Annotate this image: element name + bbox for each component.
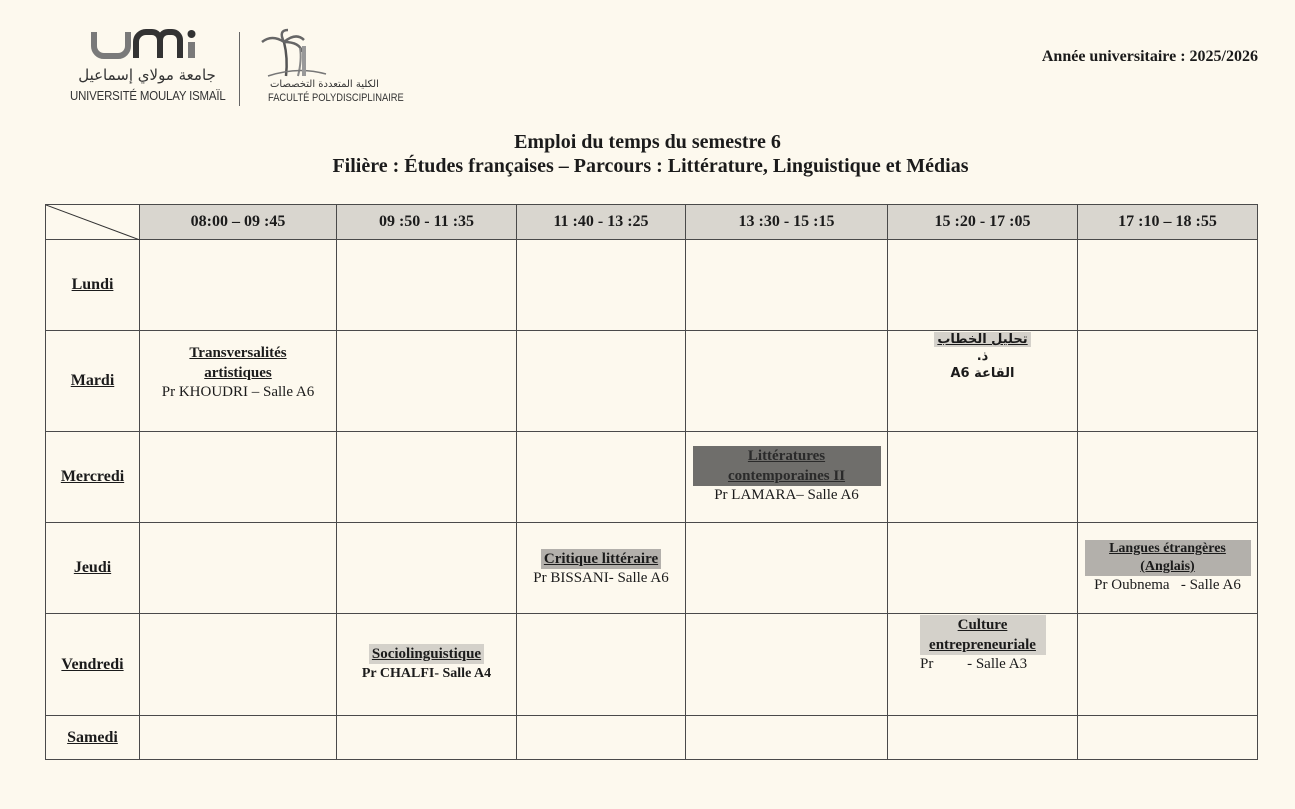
fp-logo-arabic: الكلية المتعددة التخصصات	[270, 79, 379, 90]
empty-cell	[337, 432, 517, 523]
session-cell	[337, 614, 517, 716]
empty-cell	[888, 716, 1078, 760]
course-professor: Pr Oubnema - Salle A6	[1094, 577, 1241, 593]
empty-cell	[140, 432, 337, 523]
day-label: Samedi	[46, 716, 140, 760]
empty-cell	[686, 240, 888, 331]
corner-cell	[46, 205, 140, 240]
empty-cell	[337, 716, 517, 760]
table-row	[46, 331, 1258, 432]
empty-cell	[1078, 240, 1258, 331]
course-title: Littératures contemporaines II	[693, 446, 881, 486]
timetable-header-row	[46, 205, 1258, 240]
course-professor: Pr - Salle A3	[920, 656, 1028, 672]
session-cell	[888, 331, 1078, 432]
table-row	[46, 240, 1258, 331]
day-label: Vendredi	[46, 614, 140, 716]
course-room: القاعة A6	[950, 366, 1015, 381]
empty-cell	[686, 331, 888, 432]
table-row	[46, 432, 1258, 523]
slot-header: 13 :30 - 15 :15	[686, 205, 888, 240]
empty-cell	[140, 240, 337, 331]
slot-header: 15 :20 - 17 :05	[888, 205, 1078, 240]
umi-logo-arabic: جامعة مولاي إسماعيل	[78, 66, 216, 84]
course-professor: Pr KHOUDRI – Salle A6	[161, 384, 315, 400]
empty-cell	[517, 614, 686, 716]
empty-cell	[140, 523, 337, 614]
empty-cell	[337, 523, 517, 614]
empty-cell	[1078, 331, 1258, 432]
table-row	[46, 614, 1258, 716]
course-professor: Pr BISSANI- Salle A6	[533, 570, 669, 586]
empty-cell	[140, 716, 337, 760]
slot-header: 09 :50 - 11 :35	[337, 205, 517, 240]
empty-cell	[888, 432, 1078, 523]
empty-cell	[1078, 716, 1258, 760]
empty-cell	[888, 523, 1078, 614]
slot-header: 11 :40 - 13 :25	[517, 205, 686, 240]
empty-cell	[517, 432, 686, 523]
timetable	[45, 204, 1258, 760]
palm-tree-logo-icon	[258, 28, 328, 80]
umi-logo	[70, 28, 230, 110]
academic-year: Année universitaire : 2025/2026	[1041, 48, 1258, 65]
table-row	[46, 523, 1258, 614]
schedule-subtitle: Filière : Études françaises – Parcours : Littérature, Linguistique et Médias	[332, 155, 969, 177]
empty-cell	[686, 716, 888, 760]
schedule-title: Emploi du temps du semestre 6	[514, 131, 781, 153]
day-label: Mardi	[46, 331, 140, 432]
course-title: تحليل الخطاب	[888, 331, 1077, 348]
course-title: Langues étrangères (Anglais)	[1085, 540, 1251, 576]
day-label: Mercredi	[46, 432, 140, 523]
empty-cell	[888, 240, 1078, 331]
session-cell	[686, 432, 888, 523]
slot-header: 08:00 – 09 :45	[140, 205, 337, 240]
table-row	[46, 716, 1258, 760]
course-professor: Pr LAMARA– Salle A6	[714, 487, 859, 503]
empty-cell	[686, 614, 888, 716]
day-label: Lundi	[46, 240, 140, 331]
day-label: Jeudi	[46, 523, 140, 614]
empty-cell	[337, 240, 517, 331]
session-cell	[888, 614, 1078, 716]
empty-cell	[140, 614, 337, 716]
session-cell	[140, 331, 337, 432]
session-cell	[1078, 523, 1258, 614]
course-title: Culture entrepreneuriale	[920, 615, 1046, 655]
course-title: Transversalités artistiques	[189, 345, 287, 381]
course-professor: ذ.	[976, 349, 989, 364]
course-title: Critique littéraire	[541, 549, 661, 569]
fp-logo-french: FACULTÉ POLYDISCIPLINAIRE	[268, 92, 404, 104]
empty-cell	[1078, 432, 1258, 523]
fp-logo	[258, 28, 404, 110]
course-title: Sociolinguistique	[369, 644, 484, 664]
empty-cell	[337, 331, 517, 432]
empty-cell	[517, 240, 686, 331]
slot-header: 17 :10 – 18 :55	[1078, 205, 1258, 240]
umi-logo-mark-icon	[90, 28, 208, 62]
empty-cell	[686, 523, 888, 614]
course-professor: Pr CHALFI- Salle A4	[361, 666, 492, 681]
diagonal-divider	[46, 205, 140, 240]
empty-cell	[517, 331, 686, 432]
empty-cell	[1078, 614, 1258, 716]
empty-cell	[517, 716, 686, 760]
umi-logo-french: UNIVERSITÉ MOULAY ISMAÏL	[70, 88, 226, 103]
logo-divider	[239, 32, 240, 106]
session-cell	[517, 523, 686, 614]
